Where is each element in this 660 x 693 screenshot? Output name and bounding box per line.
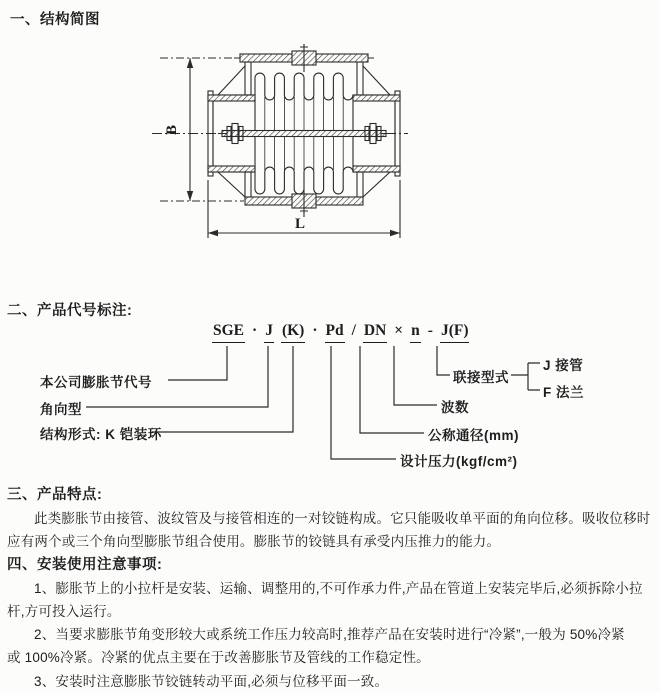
label-connection-type: 联接型式 — [453, 370, 509, 385]
note-line: 3、安装时注意膨胀节铰链转动平面,必须与位移平面一致。 — [34, 673, 389, 689]
code-seg: DN — [363, 322, 387, 343]
label-nominal-diameter: 公称通径(mm) — [428, 428, 519, 443]
label-angular-type: 角向型 — [40, 402, 82, 417]
product-code — [212, 322, 469, 343]
structure-diagram — [150, 40, 450, 250]
label-connection-f: F 法兰 — [543, 385, 584, 400]
top-tie-rod — [234, 44, 374, 72]
note-line: 杆,方可投入运行。 — [7, 604, 121, 620]
dim-l-label: L — [294, 216, 306, 232]
code-notation-section — [0, 295, 660, 480]
code-seg: SGE — [212, 322, 245, 343]
section2-heading: 二、产品代号标注: — [7, 303, 133, 319]
section3-heading: 三、产品特点: — [7, 487, 103, 503]
code-seg: J — [264, 322, 274, 343]
label-company-code: 本公司膨胀节代号 — [40, 375, 152, 390]
code-seg: J(F) — [440, 322, 470, 343]
code-sep: - — [427, 322, 433, 339]
section4-heading: 四、安装使用注意事项: — [7, 556, 163, 573]
section1-heading: 一、结构简图 — [10, 12, 100, 28]
code-seg: (K) — [281, 322, 305, 343]
dim-b — [187, 58, 193, 201]
label-structure-form: 结构形式: K 铠装环 — [40, 427, 162, 442]
code-seg: n — [410, 322, 421, 343]
bottom-tie-rod — [245, 190, 363, 217]
note-line: 1、膨胀节上的小拉杆是安装、运输、调整用的,不可作承力件,产品在管道上安装完毕后,必须拆除小拉 — [34, 580, 643, 596]
label-wave-count: 波数 — [441, 400, 469, 415]
features-line: 此类膨胀节由接管、波纹管及与接管相连的一对铰链构成。它只能吸收单平面的角向位移。吸收位移时 — [34, 511, 651, 527]
text-sections — [7, 484, 653, 693]
dim-b-label: B — [164, 124, 180, 136]
code-sep: × — [394, 322, 404, 339]
note-line: 2、当要求膨胀节角变形较大或系统工作压力较高时,推荐产品在安装时进行“冷紧”,一般为 50%冷紧 — [34, 627, 625, 643]
code-seg: Pd — [325, 322, 345, 343]
code-sep: · — [252, 322, 258, 339]
code-sep: / — [351, 322, 356, 339]
label-design-pressure: 设计压力(kgf/cm²) — [400, 454, 518, 469]
code-sep: · — [312, 322, 318, 339]
note-line: 或 100%冷紧。冷紧的优点主要在于改善膨胀节及管线的工作稳定性。 — [7, 650, 430, 666]
features-line: 应有两个或三个角向型膨胀节组合使用。膨胀节的铰链具有承受内压推力的能力。 — [7, 534, 501, 550]
label-connection-j: J 接管 — [543, 358, 584, 373]
